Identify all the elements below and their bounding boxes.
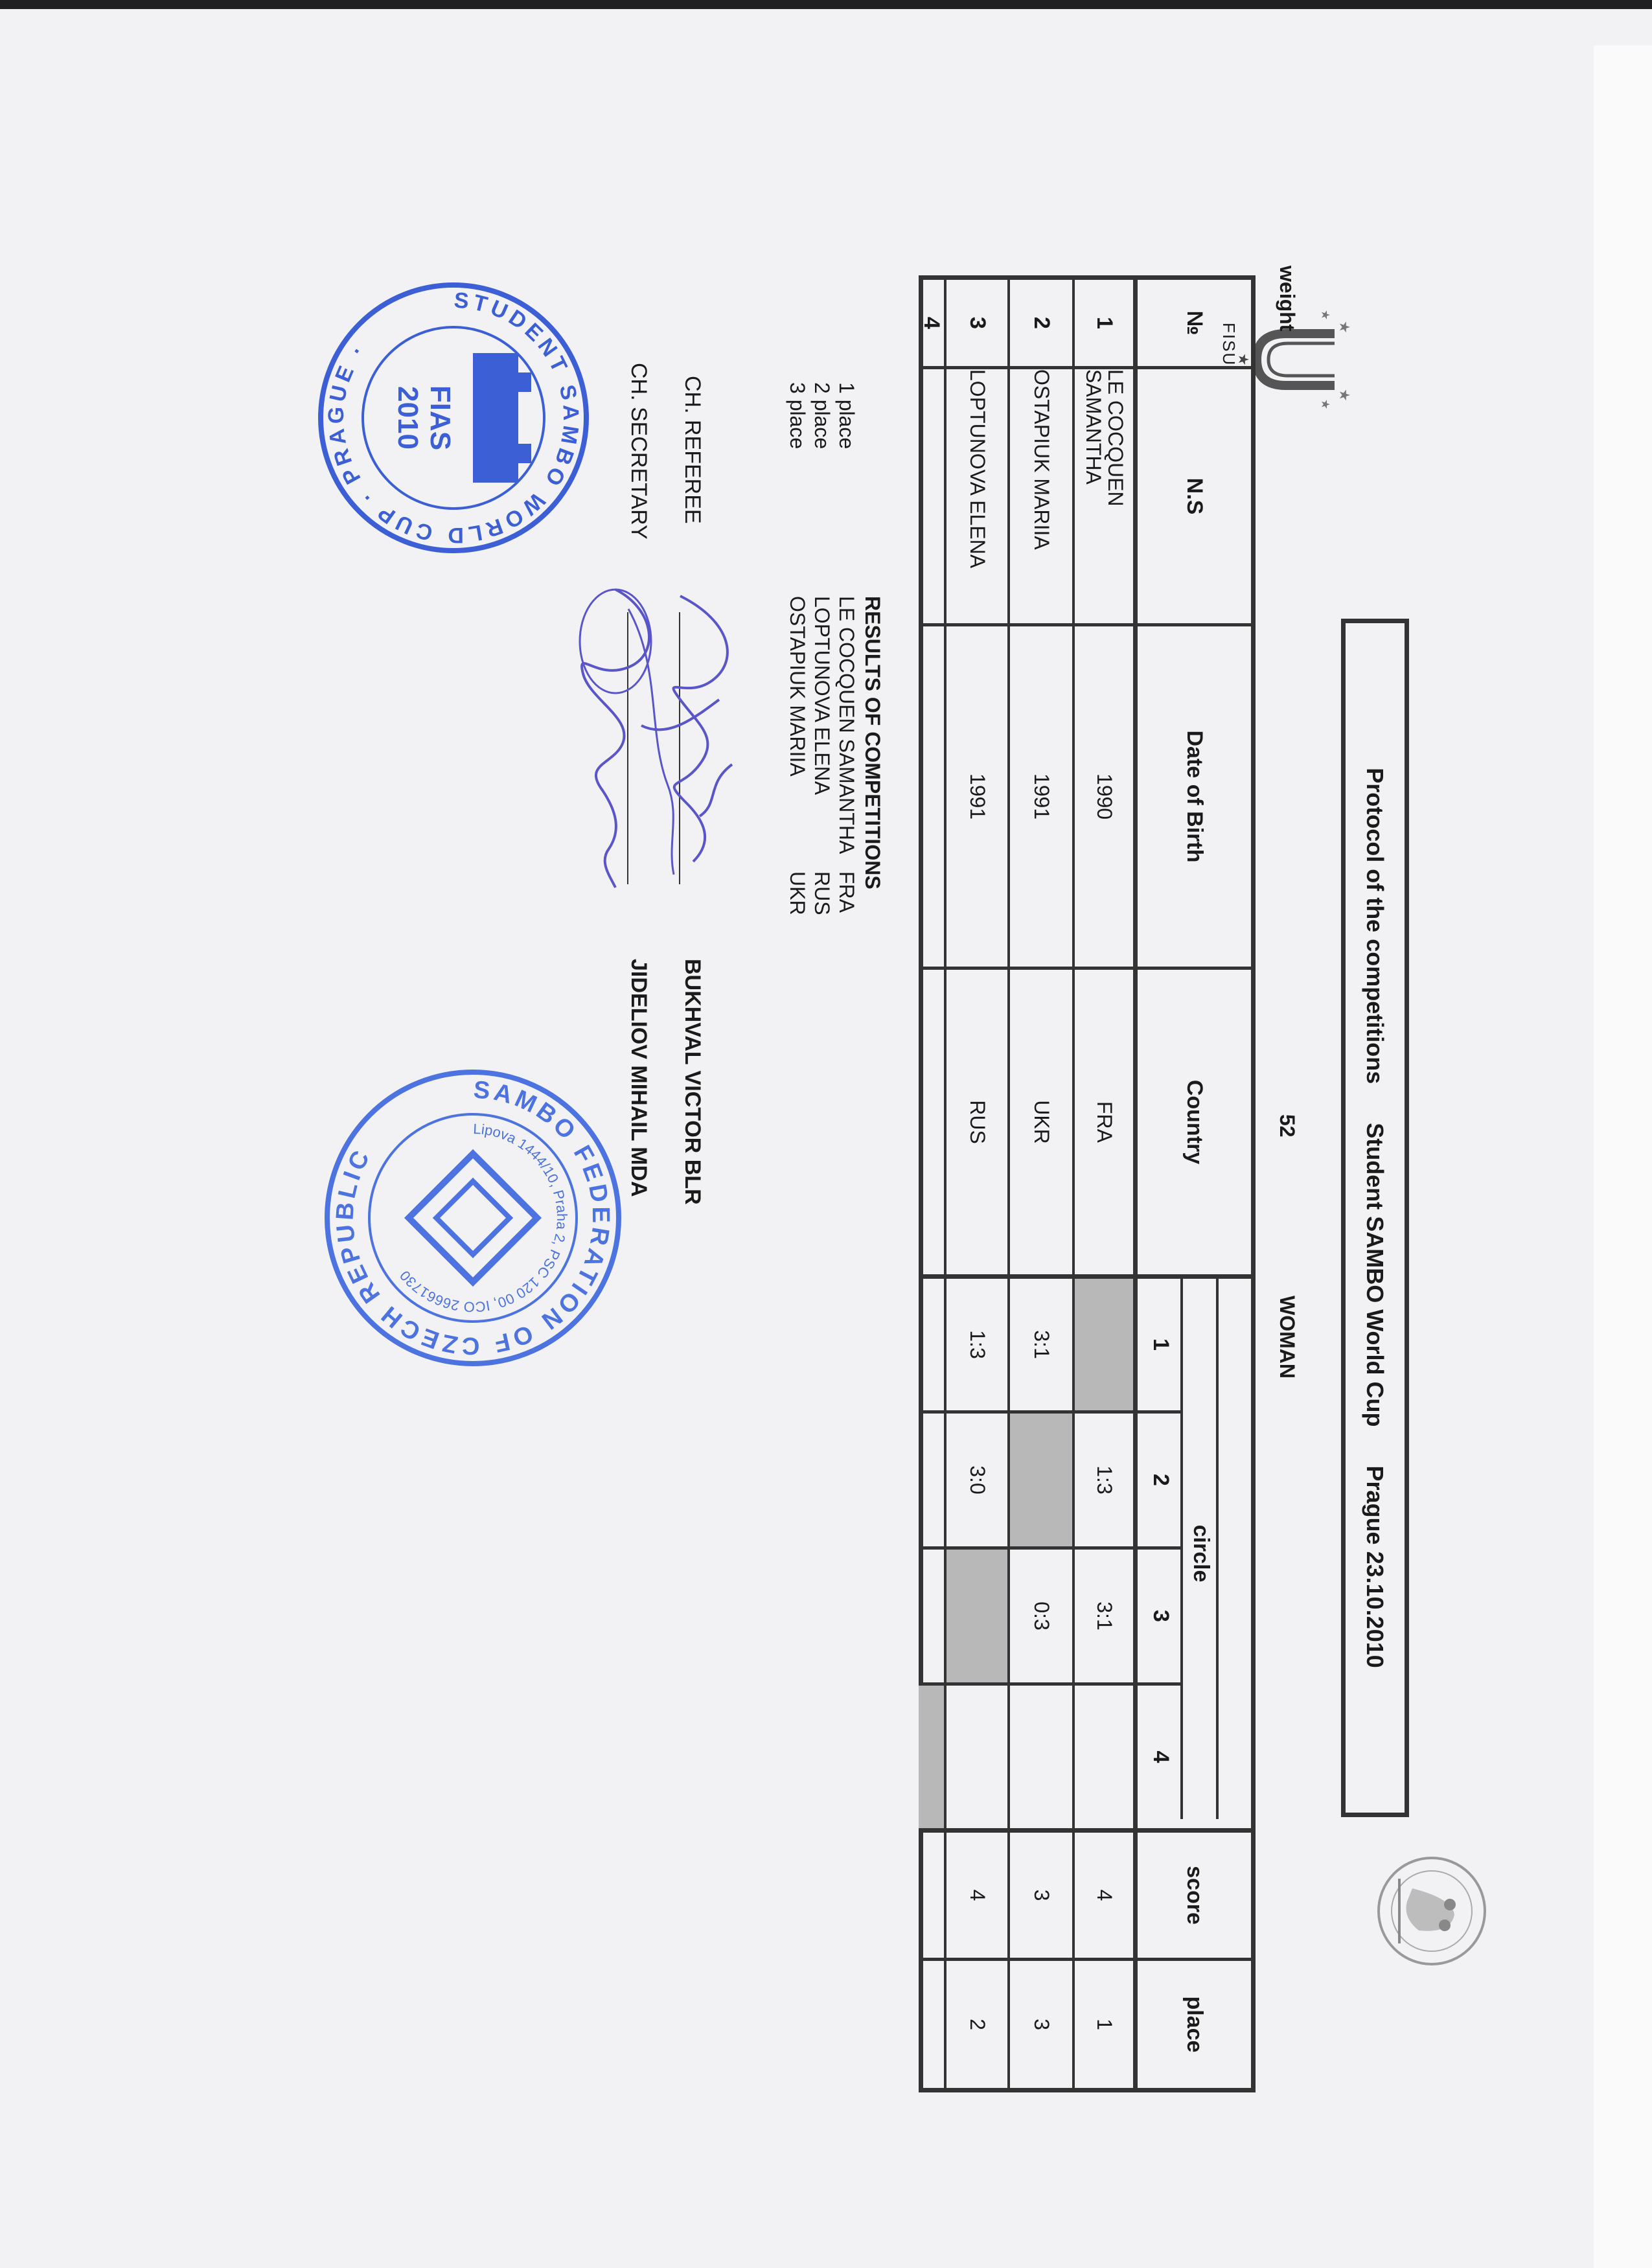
circle-number-4: 4 [1148,1750,1173,1763]
athlete-place: 3 [1029,2019,1053,2030]
student-sambo-stamp-icon [311,275,596,560]
row-number: 3 [965,317,990,329]
athlete-name: OSTAPIUK MARIIA [1029,369,1053,550]
stamp-ring-text: SAMBO FEDERATION OF CZECH REPUBLIC [331,1076,615,1360]
athlete-dob: 1991 [1029,773,1053,820]
place-label: 1 place [835,382,858,450]
circle-number-1: 1 [1148,1338,1173,1351]
athlete-place: 2 [965,2019,989,2030]
official-name: JIDELIOV MIHAIL MDA [626,959,651,1197]
row-number: 2 [1029,317,1054,329]
protocol-title: Protocol of the competitions [1362,768,1389,1084]
col-header-number: № [1182,310,1208,336]
circle-number-3: 3 [1148,1610,1173,1622]
stamp-ring-text: STUDENT SAMBO WORLD CUP · PRAGUE · [323,288,584,548]
svg-text:★: ★ [1235,353,1252,366]
col-header-country: Country [1182,1079,1208,1165]
result-name: OSTAPIUK MARIIA [786,596,809,777]
result-name: LE COCQUEN SAMANTHA [835,596,858,854]
svg-text:★: ★ [1337,321,1353,334]
official-name: BUKHVAL VICTOR BLR [680,959,705,1205]
stamp-year: 2010 [392,386,424,450]
svg-text:SAMBO FEDERATION OF CZECH REPU [331,1076,614,1359]
row-number: 4 [919,317,945,329]
stamp-inner-text: Lipova 1444/10, Praha 2, PSC 120 00, ICO 26661730 [396,1120,571,1316]
bout-result: 3:0 [965,1465,989,1495]
diagonal-shade [946,1550,1007,1682]
athlete-country: RUS [965,1100,989,1144]
bout-result: 1:3 [1092,1465,1116,1495]
row-number: 1 [1092,317,1117,329]
svg-text:★: ★ [1337,389,1353,402]
athlete-score: 4 [965,1889,989,1901]
fias-emblem-icon [1373,1853,1490,1969]
location-date: Prague 23.10.2010 [1362,1465,1389,1668]
col-header-score: score [1182,1866,1208,1925]
bout-result: 0:3 [1029,1601,1053,1631]
col-header-circle: circle [1189,1524,1214,1583]
results-title: RESULTS OF COMPETITIONS [861,596,884,889]
competition-table [919,275,1256,2092]
col-header-dob: Date of Birth [1182,730,1208,863]
event-name: Student SAMBO World Cup [1362,1123,1389,1427]
col-header-name: N.S [1182,477,1208,515]
secretary-signature-icon [557,570,674,907]
result-country: UKR [786,871,809,915]
grid-line [923,1828,1251,1833]
result-name: LOPTUNOVA ELENA [810,596,834,796]
athlete-name: LOPTUNOVA ELENA [965,369,989,569]
athlete-name: LE COCQUEN SAMANTHA [1082,369,1127,507]
bout-result: 3:1 [1092,1601,1116,1631]
svg-text:Lipova 1444/10, Praha 2, PSC 1 [396,1121,570,1315]
col-header-place: place [1182,1996,1208,2053]
sambo-federation-stamp-icon [317,1062,628,1373]
result-country: FRA [835,871,858,913]
athlete-score: 3 [1029,1889,1053,1901]
result-country: RUS [810,871,834,915]
weight-value: 52 [1276,1114,1299,1138]
place-label: 3 place [786,382,809,450]
grid-line [923,1274,1251,1279]
protocol-title-box [1341,619,1409,1817]
athlete-dob: 1991 [965,773,989,820]
athlete-score: 4 [1092,1889,1116,1901]
official-role: CH. REFEREE [680,376,705,524]
category-label: WOMAN [1276,1296,1299,1379]
athlete-country: FRA [1092,1101,1116,1143]
bout-result: 3:1 [1029,1330,1053,1359]
diagonal-shade [919,1686,944,1828]
grid-line [1133,280,1138,2088]
bout-result: 1:3 [965,1330,989,1359]
athlete-dob: 1990 [1092,773,1116,820]
diagonal-shade [1075,1279,1133,1410]
official-role: CH. SECRETARY [626,363,651,540]
circle-number-2: 2 [1148,1474,1173,1486]
athlete-country: UKR [1029,1100,1053,1144]
place-label: 2 place [810,382,834,450]
svg-text:★: ★ [1319,310,1332,321]
diagonal-shade [1010,1414,1072,1546]
athlete-place: 1 [1092,2019,1116,2030]
fisu-label: FISU [1219,323,1239,367]
svg-text:★: ★ [1319,399,1332,410]
stamp-fias: FIAS [424,385,456,451]
weight-label: weight [1276,266,1299,332]
